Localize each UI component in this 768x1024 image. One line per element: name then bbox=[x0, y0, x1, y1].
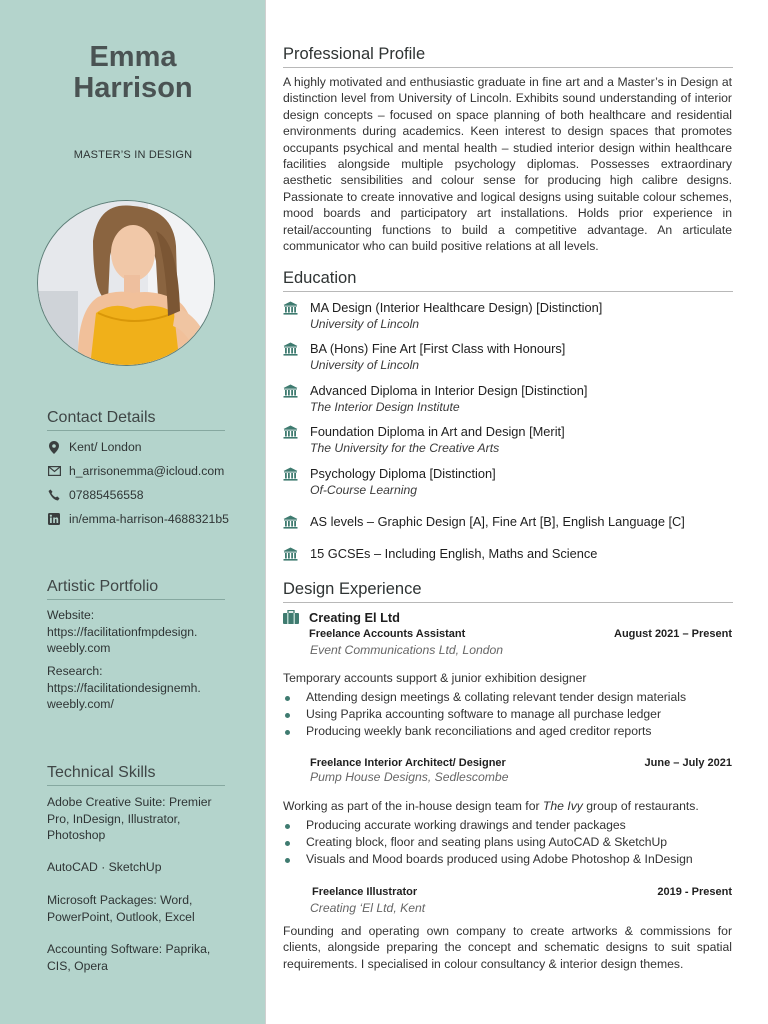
bullet-text: Producing accurate working drawings and tender packages bbox=[306, 818, 626, 832]
linkedin-icon bbox=[47, 512, 61, 526]
job-summary-emphasis: The Ivy bbox=[542, 799, 583, 813]
job-date: August 2021 – Present bbox=[614, 628, 732, 640]
contact-linkedin[interactable] bbox=[47, 510, 229, 528]
job-company: Pump House Designs, Sedlescombe bbox=[310, 770, 509, 784]
contact-phone[interactable] bbox=[47, 486, 144, 504]
education-institution: The Interior Design Institute bbox=[310, 400, 460, 414]
job-summary: Temporary accounts support & junior exhibition designer bbox=[283, 671, 587, 685]
contact-email[interactable] bbox=[47, 462, 224, 480]
bullet-text: Visuals and Mood boards produced using Adobe Photoshop & InDesign bbox=[306, 852, 693, 866]
education-title: Advanced Diploma in Interior Design [Distinction] bbox=[310, 383, 588, 398]
education-title: Foundation Diploma in Art and Design [Merit] bbox=[310, 424, 565, 439]
location-pin-icon bbox=[47, 440, 61, 454]
portfolio-research bbox=[47, 663, 229, 713]
skill-adobe-line-1: Adobe Creative Suite: Premier bbox=[47, 795, 212, 809]
candidate-subtitle: MASTER’S IN DESIGN bbox=[73, 149, 193, 161]
institution-building-icon bbox=[283, 301, 298, 315]
research-link-line-1[interactable]: https://facilitationdesignemh. bbox=[47, 680, 201, 695]
education-institution: University of Lincoln bbox=[310, 317, 420, 331]
last-name: Harrison bbox=[73, 72, 193, 104]
email-link[interactable]: h_arrisonemma@icloud.com bbox=[69, 464, 225, 478]
phone-text[interactable]: 07885456558 bbox=[69, 488, 144, 502]
website-link-line-2[interactable]: weebly.com bbox=[47, 641, 111, 655]
first-name: Emma bbox=[89, 41, 177, 73]
job-summary-text: Working as part of the in-house design team for bbox=[283, 799, 543, 813]
contact-location bbox=[47, 438, 142, 456]
job-summary bbox=[283, 798, 732, 814]
education-institution: The University for the Creative Arts bbox=[310, 441, 500, 455]
job-summary-text-end: group of restaurants. bbox=[582, 799, 699, 813]
bullet-text: Producing weekly bank reconciliations and aged creditor reports bbox=[306, 724, 652, 738]
job-date: 2019 - Present bbox=[657, 886, 732, 898]
skill-microsoft-line-2: PowerPoint, Outlook, Excel bbox=[47, 909, 195, 924]
skill-accounting-line-2: CIS, Opera bbox=[47, 958, 108, 973]
bullet-dot-icon bbox=[285, 824, 290, 829]
job-company: Event Communications Ltd, London bbox=[310, 643, 504, 657]
education-title: BA (Hons) Fine Art [First Class with Honours] bbox=[310, 341, 566, 356]
bullet-text: Using Paprika accounting software to manage all purchase ledger bbox=[306, 707, 661, 721]
job-role: Freelance Interior Architect/ Designer bbox=[310, 757, 506, 769]
skills-heading: Technical Skills bbox=[47, 764, 225, 786]
institution-building-icon bbox=[283, 515, 298, 529]
institution-building-icon bbox=[283, 342, 298, 356]
skill-microsoft bbox=[47, 892, 229, 925]
education-title: Psychology Diploma [Distinction] bbox=[310, 466, 496, 481]
envelope-icon bbox=[47, 464, 61, 478]
contact-heading: Contact Details bbox=[47, 409, 225, 431]
education-institution: University of Lincoln bbox=[310, 358, 420, 372]
phone-icon bbox=[47, 488, 61, 502]
bullet-text: Creating block, floor and seating plans using AutoCAD & SketchUp bbox=[306, 835, 668, 849]
institution-building-icon bbox=[283, 384, 298, 398]
linkedin-link[interactable]: in/emma-harrison-4688321b5 bbox=[69, 512, 229, 526]
bullet-dot-icon bbox=[285, 858, 290, 863]
bullet-dot-icon bbox=[285, 696, 290, 701]
skill-accounting bbox=[47, 941, 229, 974]
education-title: MA Design (Interior Healthcare Design) [Distinction] bbox=[310, 300, 603, 315]
experience-heading: Design Experience bbox=[283, 580, 733, 603]
institution-building-icon bbox=[283, 425, 298, 439]
job-summary: Founding and operating own company to create artworks & commissions for clients, alongside preparing the concept and schematic designs to suit spatial requirements. I specialised in colour consultancy & interior design themes. bbox=[283, 924, 732, 971]
website-link-line-1[interactable]: https://facilitationfmpdesign. bbox=[47, 624, 198, 639]
bullet-dot-icon bbox=[285, 730, 290, 735]
job-date: June – July 2021 bbox=[644, 757, 732, 769]
education-title: AS levels – Graphic Design [A], Fine Art [B], English Language [C] bbox=[310, 514, 685, 529]
candidate-name bbox=[0, 42, 266, 104]
institution-building-icon bbox=[283, 467, 298, 481]
research-link-line-2[interactable]: weebly.com/ bbox=[47, 697, 114, 711]
skill-autocad: AutoCAD · SketchUp bbox=[47, 860, 162, 874]
website-label: Website: bbox=[47, 608, 95, 622]
skill-adobe-line-2: Pro, InDesign, Illustrator, bbox=[47, 811, 181, 826]
bullet-dot-icon bbox=[285, 713, 290, 718]
skill-accounting-line-1: Accounting Software: Paprika, bbox=[47, 942, 211, 956]
institution-building-icon bbox=[283, 547, 298, 561]
location-text: Kent/ London bbox=[69, 440, 142, 454]
portfolio-website bbox=[47, 607, 229, 657]
education-institution: Of-Course Learning bbox=[310, 483, 418, 497]
briefcase-icon bbox=[283, 610, 299, 624]
professional-profile-heading: Professional Profile bbox=[283, 45, 733, 68]
experience-company: Creating El Ltd bbox=[309, 610, 401, 625]
job-role: Freelance Accounts Assistant bbox=[309, 628, 466, 640]
portfolio-heading: Artistic Portfolio bbox=[47, 578, 225, 600]
education-heading: Education bbox=[283, 269, 733, 292]
job-role: Freelance Illustrator bbox=[312, 886, 418, 898]
profile-photo bbox=[37, 200, 215, 366]
skill-adobe bbox=[47, 794, 229, 844]
profile-photo-illustration bbox=[38, 201, 215, 366]
bullet-text: Attending design meetings & collating relevant tender design materials bbox=[306, 690, 687, 704]
bullet-dot-icon bbox=[285, 841, 290, 846]
job-company: Creating ‘El Ltd, Kent bbox=[310, 901, 426, 915]
professional-profile-text: A highly motivated and enthusiastic graduate in fine art and a Master’s in Design at distinction level from University of Lincoln. Exhibits sound understanding of interior design concepts – focused on space planning of both healthcare and residential environments during academics. Keen interest to design spaces that promotes occupants psychical and mental health – studied interior design within healthcare facilities alongside multiple psychology diplomas. Possesses extraordinary aesthetic sensibilities and colour sense for producing high calibre designs. Passionate to create innovative and logical designs using suitable colour schemes, mood boards and participatory art installations. Holds prior experience in retail/accounting functions to build a competitive advantage. An articulate communicator who can build positive relations at all levels. bbox=[283, 75, 732, 254]
skill-adobe-line-3: Photoshop bbox=[47, 828, 106, 842]
research-label: Research: bbox=[47, 664, 103, 678]
education-title: 15 GCSEs – Including English, Maths and Science bbox=[310, 546, 598, 561]
skill-microsoft-line-1: Microsoft Packages: Word, bbox=[47, 893, 193, 907]
